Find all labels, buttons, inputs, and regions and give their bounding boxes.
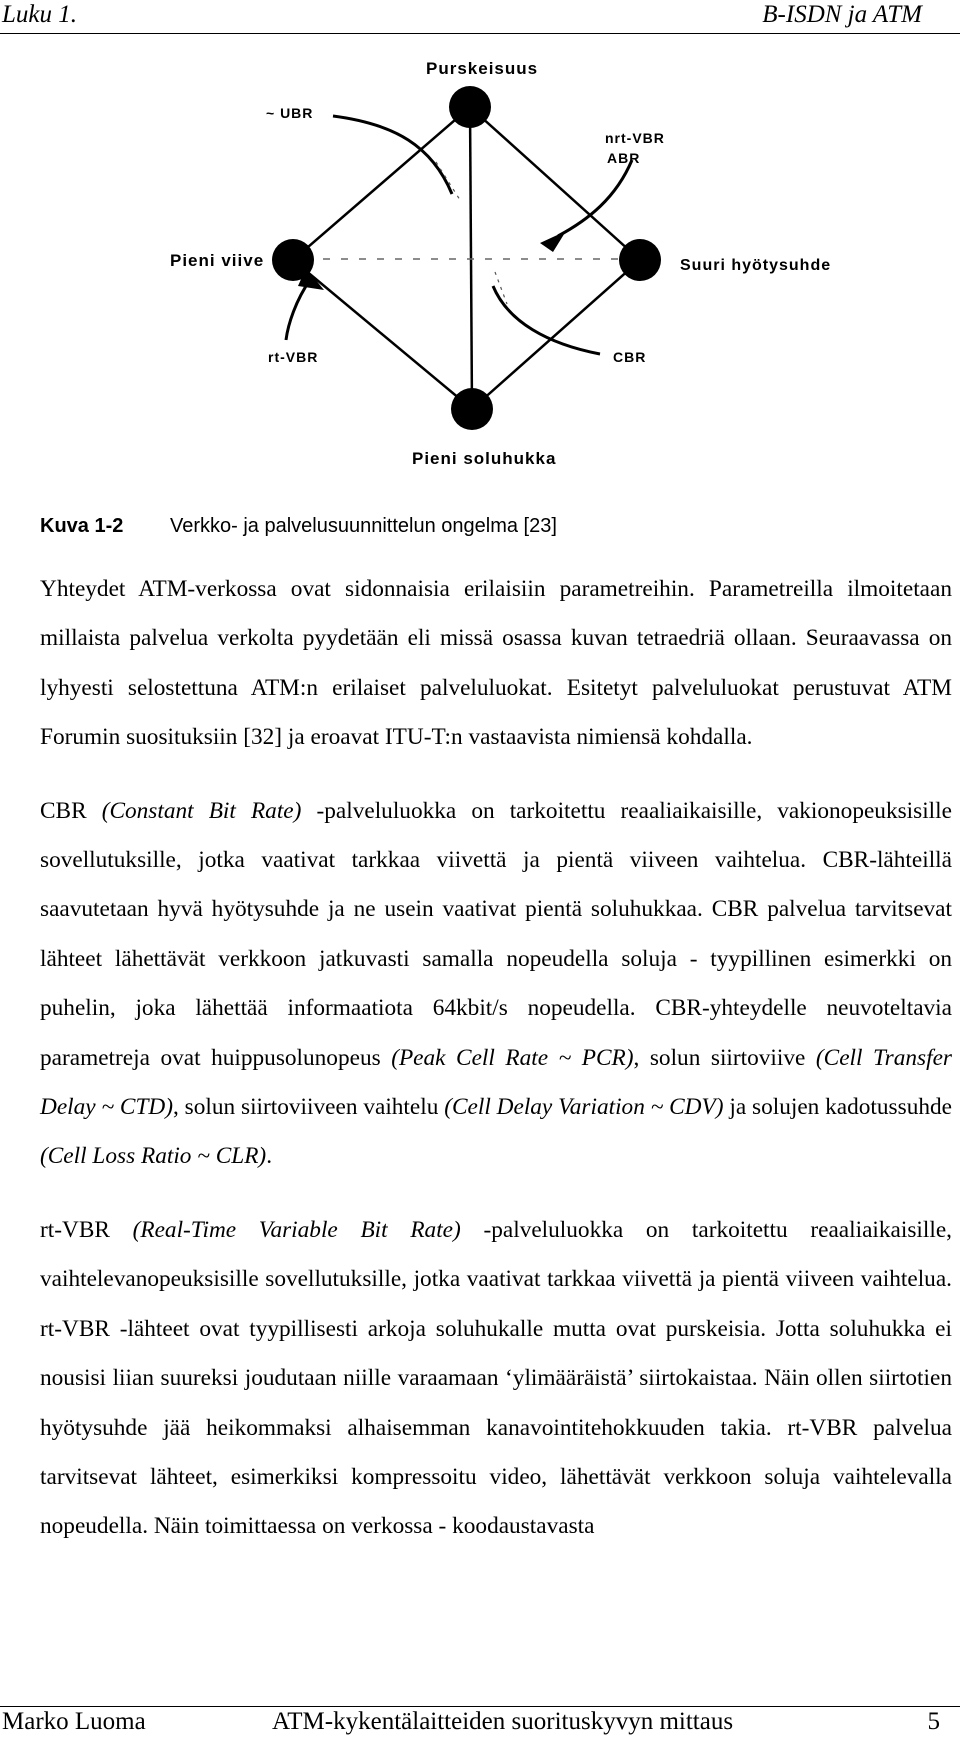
figure-number: Kuva 1-2 [40,515,124,537]
text-run: , solun siirtoviiveen vaihtelu [173,1094,445,1121]
text-run: CBR [40,797,102,824]
ubr-arrow-dashed-tail [436,162,460,200]
tetrahedron-edges [293,107,640,409]
label-burstiness: Purskeisuus [426,59,539,78]
text-run: . [266,1143,273,1170]
label-abr: ABR [607,150,641,166]
figure-title: Verkko- ja palvelusuunnittelun ongelma [23] [170,515,557,537]
vertex-top [449,86,491,128]
arrowheads [298,231,566,290]
term-cdv: (Cell Delay Variation ~ CDV) [444,1094,724,1121]
paragraph-rt-vbr [40,1206,952,1552]
footer-rule [0,1706,960,1707]
edge-top-left [293,107,470,260]
label-nrt-vbr: nrt-VBR [605,130,665,146]
paragraph-cbr [40,787,952,1182]
term-ctd: (Cell Transfer Delay ~ CTD) [40,1044,952,1121]
text-run: ja solujen kadotussuhde [723,1094,952,1121]
section-label: B-ISDN ja ATM [762,1,922,28]
service-class-arrows [286,116,632,354]
page-header [0,0,960,36]
header-rule [0,33,960,34]
label-rt-vbr: rt-VBR [268,349,319,365]
vertex-right [619,239,661,281]
ubr-arrow [333,116,452,194]
term-clr: (Cell Loss Ratio ~ CLR) [40,1143,267,1170]
footer-title: ATM-kykentälaitteiden suorituskyvyn mittaus [272,1708,734,1735]
label-ubr: ~ UBR [266,105,314,121]
tetrahedron-diagram [0,40,960,470]
term-rt-vbr: (Real-Time Variable Bit Rate) [132,1216,461,1243]
body-text [40,565,952,1576]
nrtvbr-arrow [558,160,632,236]
page-number: 5 [927,1708,940,1735]
text-run: -palveluluokka on tarkoitettu reaaliaikaisille, vakionopeuksisille sovellutuksille, jotka vaativat tarkkaa viivettä ja pientä viiveen vaihtelua. CBR-lähteillä saavutetaan hyvä hyötysuhde ja ne usein vaativat pientä soluhukkaa. CBR palvelua tarvitsevat lähteet lähettävät verkkoon jatkuvasti samalla nopeudella soluja - tyypillinen esimerkki on puhelin, joka lähettää informaatiota 64kbit/s nopeudella. CBR-yhteydelle neuvoteltavia parametreja ovat huippusolunopeus [40,797,952,1071]
edge-left-bottom [293,260,472,409]
rtvbr-arrow [286,280,310,340]
chapter-label: Luku 1. [2,1,77,28]
footer-author: Marko Luoma [2,1708,146,1735]
edge-right-bottom [472,260,640,409]
label-low-cell-loss: Pieni soluhukka [412,449,557,468]
page-footer [0,1706,960,1743]
term-cbr: (Constant Bit Rate) [101,797,302,824]
nrtvbr-arrowhead [540,231,566,252]
text-run: , solun siirtoviive [633,1044,816,1071]
edge-top-bottom [470,107,472,409]
label-cbr: CBR [613,349,647,365]
term-pcr: (Peak Cell Rate ~ PCR) [391,1044,634,1071]
paragraph-intro: Yhteydet ATM-verkossa ovat sidonnaisia erilaisiin parametreihin. Parametreilla ilmoitetaan millaista palvelua verkolta pyydetään eli missä osassa kuvan tetraedriä ollaan. Seuraavassa on lyhyesti selostettuna ATM:n erilaiset palveluluokat. Esitetyt palveluluokat perustuvat ATM Forumin suosituksiin [32] ja eroavat ITU-T:n vastaavista nimiensä kohdalla. [40,576,952,751]
label-low-delay: Pieni viive [170,251,265,270]
vertex-bottom [451,388,493,430]
text-run: -palveluluokka on tarkoitettu reaaliaikaisille, vaihtelevanopeuksisille sovellutuksille, jotka vaativat tarkkaa viivettä ja pientä viiveen vaihtelua. rt-VBR -lähteet ovat tyypillisesti arkoja soluhukalle mutta ovat purskeisia. Jotta soluhukka ei nousisi liian suureksi joudutaan niille varaamaan ‘ylimääräistä’ siirtokaistaa. Näin ollen siirtotien hyötysuhde jää heikommaksi alhaisemman kanavointitehokkuuden takia. rt-VBR palvelua tarvitsevat lähteet, esimerkiksi kompressoitu video, lähettävät verkkoon soluja vaihtelevalla nopeudella. Näin toimittaessa on verkossa - koodaustavasta [40,1216,952,1540]
text-run: rt-VBR [40,1216,133,1243]
label-high-efficiency: Suuri hyötysuhde [680,257,832,274]
